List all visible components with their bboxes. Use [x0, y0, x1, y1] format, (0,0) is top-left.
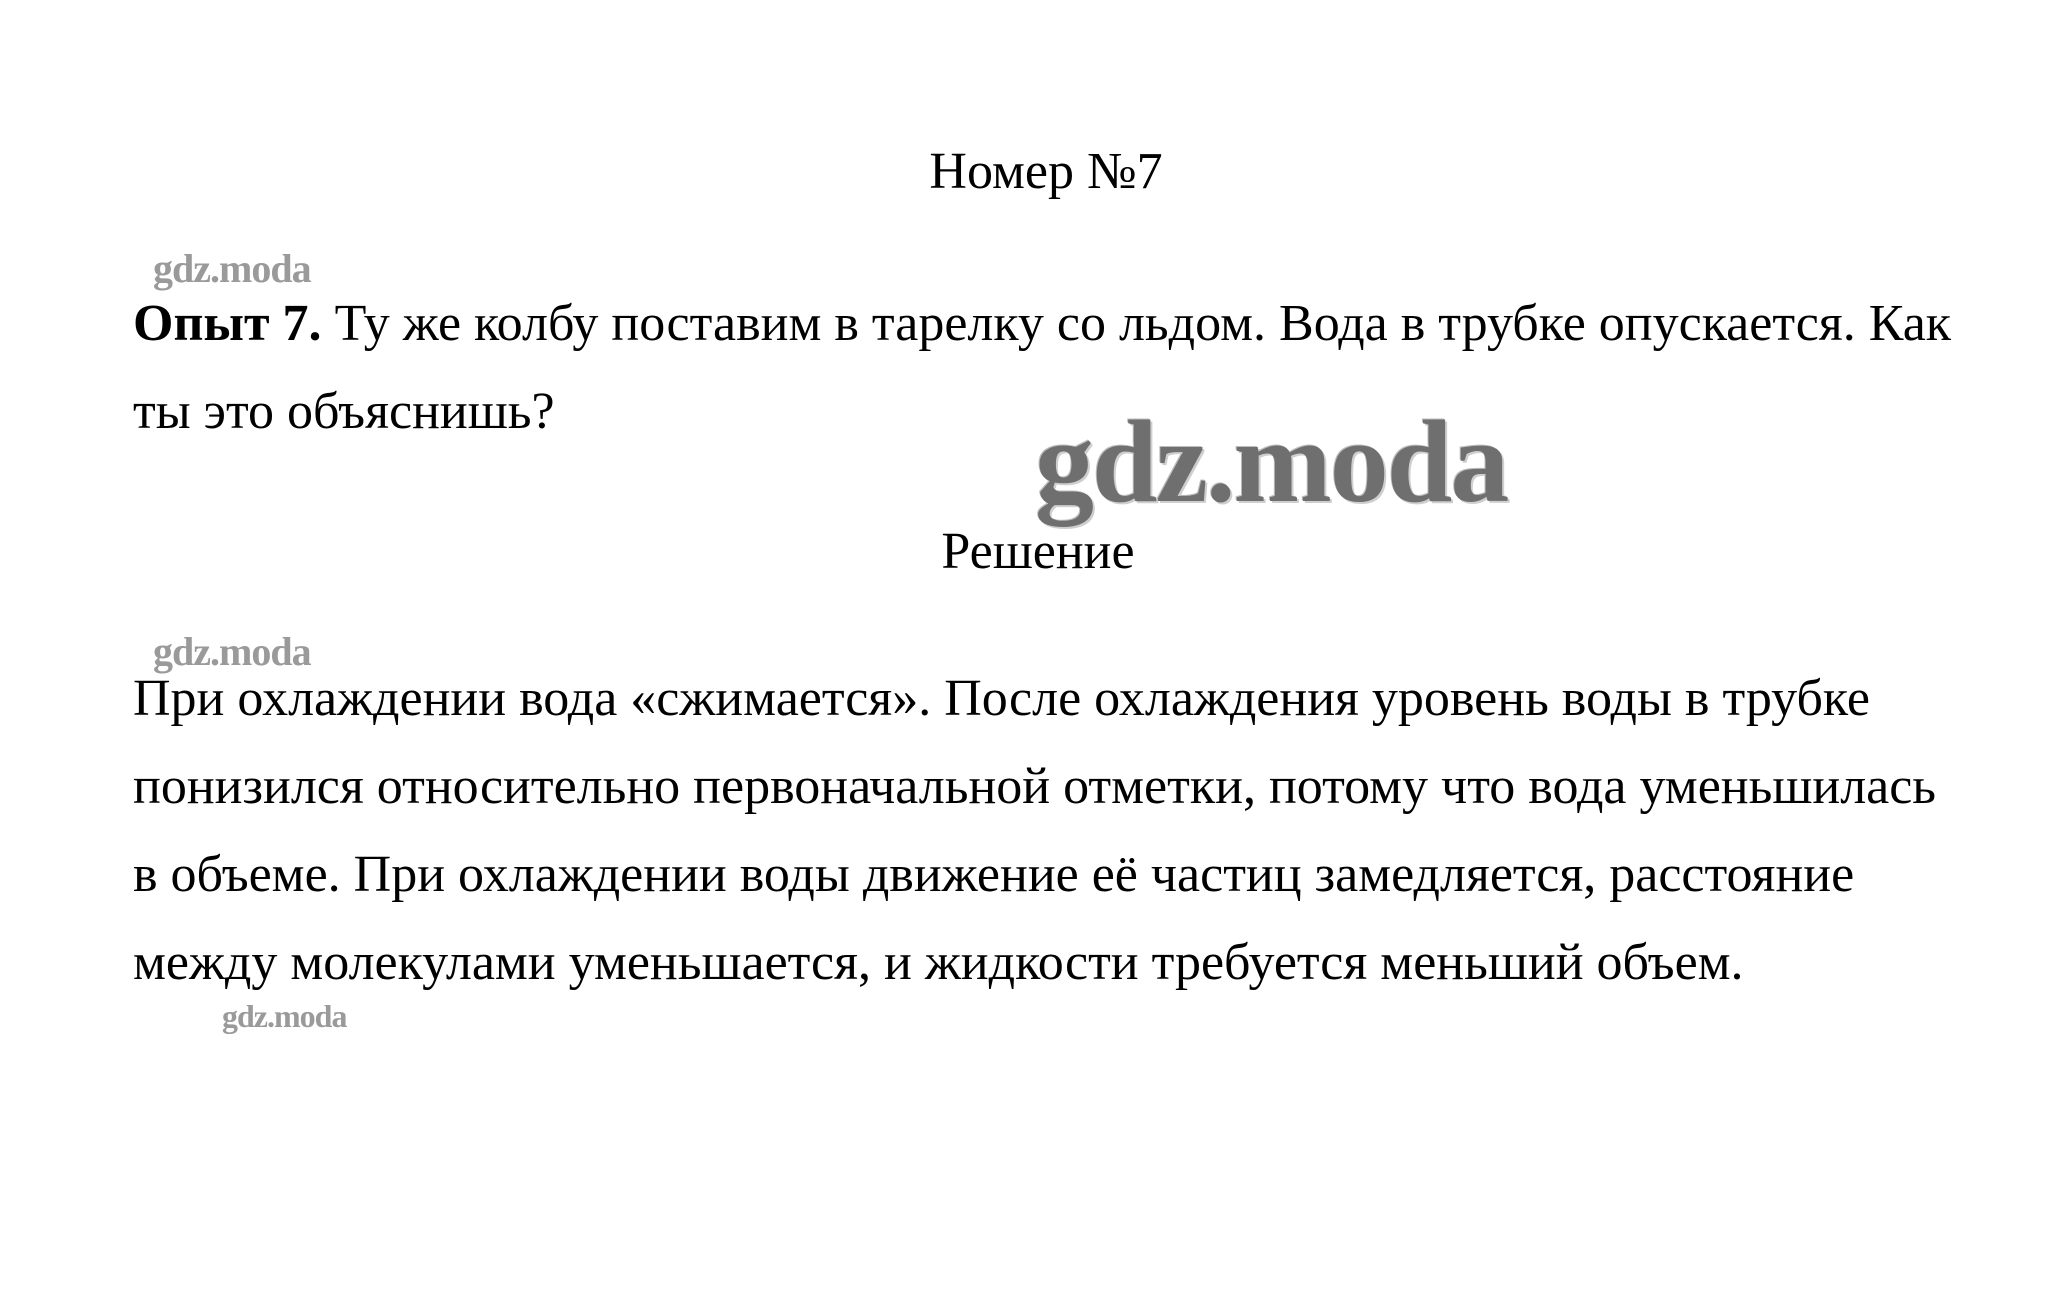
- watermark-middle: gdz.moda: [153, 629, 311, 674]
- task-text: Ту же колбу поставим в тарелку со льдом. Вода в трубке опускается. Как ты это объяснишь?: [133, 295, 1952, 440]
- solution-paragraph: При охлаждении вода «сжимается». После охлаждения уровень воды в трубке понизился относительно первоначальной отметки, потому что вода уменьшилась в объеме. При охлаждении воды движение её частиц замедляется, расстояние между молекулами уменьшается, и жидкости требуется меньший объем.: [133, 670, 1937, 991]
- solution-heading: Решение: [941, 523, 1135, 580]
- page-title: Номер №7: [929, 143, 1163, 200]
- task-label: Опыт 7.: [133, 295, 322, 352]
- watermark-bottom: gdz.moda: [222, 998, 347, 1034]
- watermark-top: gdz.moda: [153, 246, 311, 291]
- watermark-center: gdz.moda: [1035, 396, 1508, 527]
